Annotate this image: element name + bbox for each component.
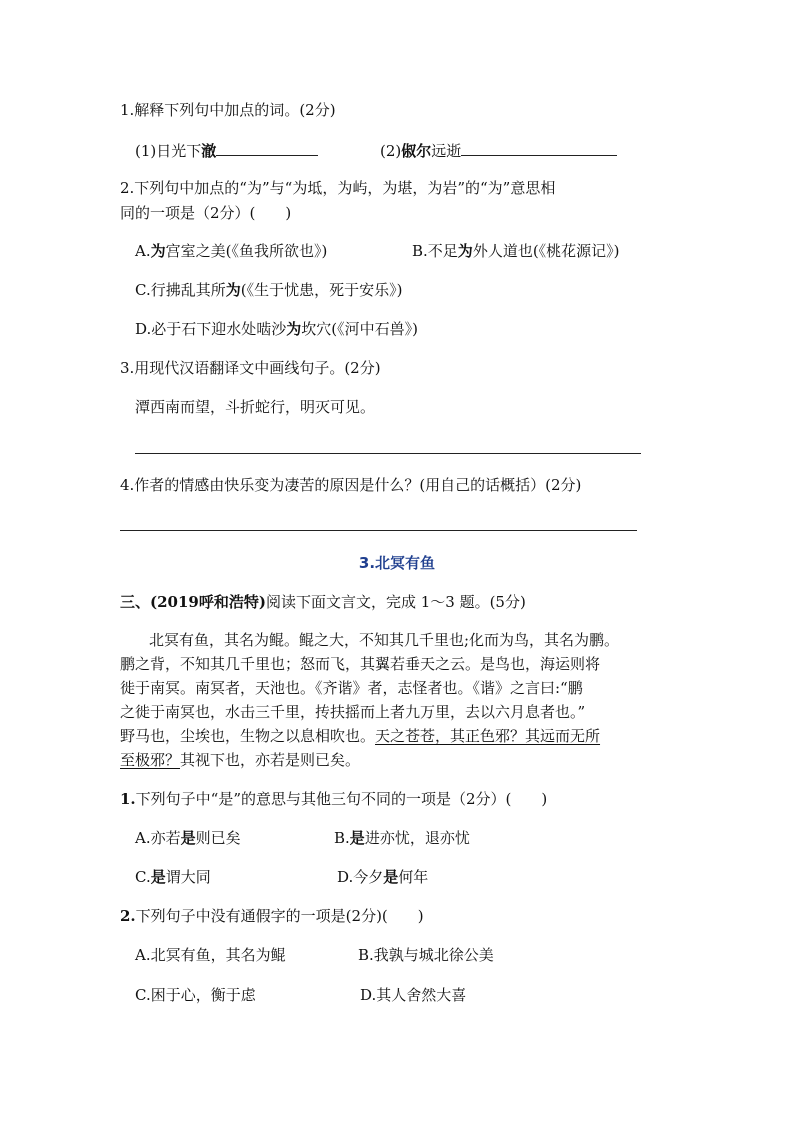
question-4: 4.作者的情感由快乐变为凄苦的原因是什么？(用自己的话概括）(2分) xyxy=(120,476,582,494)
question-2-line-1: 2.下列句中加点的“为”与“为坻，为屿，为堪，为岩”的“为”意思相 xyxy=(120,179,556,197)
option-2c-pre: C.行拂乱其所 xyxy=(135,281,226,299)
option-s1a-key: 是 xyxy=(180,829,196,847)
question-1-item-1 xyxy=(135,139,318,161)
option-s1a-pre: A.亦若 xyxy=(135,829,181,847)
passage-line-6 xyxy=(120,748,680,772)
sub-question-2-text: 下列句子中没有通假字的一项是(2分)( ) xyxy=(135,907,424,925)
option-s2d: D.其人舍然大喜 xyxy=(360,986,467,1004)
option-s1a xyxy=(135,828,241,848)
section-header-source: 三、(2019呼和浩特) xyxy=(120,593,266,611)
question-3: 3.用现代汉语翻译文中画线句子。(2分) xyxy=(120,359,381,377)
option-s1d-key: 是 xyxy=(383,868,399,886)
option-2d xyxy=(135,319,418,339)
sub-question-1-text: 下列句子中“是”的意思与其他三句不同的一项是（2分）( ) xyxy=(135,790,548,808)
option-2b-key: 为 xyxy=(457,242,473,260)
option-2a-post: 宫室之美(《鱼我所欲也》) xyxy=(165,242,328,260)
question-3-sentence: 潭西南而望，斗折蛇行，明灭可见。 xyxy=(135,398,376,416)
option-s1d xyxy=(337,867,428,887)
option-s1c-post: 谓大同 xyxy=(165,868,211,886)
answer-line-3[interactable] xyxy=(135,453,641,454)
option-s1c-key: 是 xyxy=(150,868,166,886)
option-s2a: A.北冥有鱼，其名为鲲 xyxy=(135,946,286,964)
passage-line-6-plain: 其视下也，亦若是则已矣。 xyxy=(180,751,361,769)
item-2-word: 俶尔 xyxy=(401,142,432,160)
passage-line-3: 徙于南冥。南冥者，天池也。《齐谐》者，志怪者也。《谐》之言曰:“鹏 xyxy=(120,679,583,697)
question-2-line-2: 同的一项是（2分）( ) xyxy=(120,204,292,222)
sub-question-2-number: 2. xyxy=(120,907,136,925)
option-2d-pre: D.必于石下迎水处啮沙 xyxy=(135,320,287,338)
option-2a-key: 为 xyxy=(150,242,166,260)
option-s1b-post: 进亦忧，退亦忧 xyxy=(364,829,470,847)
option-2c xyxy=(135,280,402,300)
option-s1a-post: 则已矣 xyxy=(195,829,241,847)
sub-question-1-number: 1. xyxy=(120,790,136,808)
option-s1c xyxy=(135,867,211,887)
answer-blank-1[interactable] xyxy=(216,139,318,156)
option-s1b-pre: B. xyxy=(334,829,350,847)
answer-blank-2[interactable] xyxy=(461,139,617,156)
passage-line-5 xyxy=(120,724,680,748)
section-header xyxy=(120,592,526,612)
option-s1d-pre: D.今夕 xyxy=(337,868,384,886)
option-s1c-pre: C. xyxy=(135,868,151,886)
item-2-suffix: 远逝 xyxy=(431,142,462,160)
item-1-prefix: (1)日光下 xyxy=(135,142,202,160)
option-2d-post: 坎穴(《河中石兽》) xyxy=(301,320,418,338)
sub-question-1 xyxy=(120,789,547,809)
question-1: 1.解释下列句中加点的词。(2分) xyxy=(120,101,336,119)
option-2b-post: 外人道也(《桃花源记》) xyxy=(472,242,620,260)
passage-line-2: 鹏之背，不知其几千里也；怒而飞，其翼若垂天之云。是鸟也，海运则将 xyxy=(120,655,601,673)
item-2-prefix: (2) xyxy=(380,142,402,160)
passage-underlined-sentence-a: 天之苍苍，其正色邪？其远而无所 xyxy=(375,727,601,745)
passage xyxy=(120,628,680,772)
answer-line-4[interactable] xyxy=(120,530,637,531)
option-2b xyxy=(412,241,620,261)
option-2c-key: 为 xyxy=(225,281,241,299)
section-header-instruction: 阅读下面文言文，完成 1～3 题。(5分) xyxy=(265,593,526,611)
passage-line-5-plain: 野马也，尘埃也，生物之以息相吹也。 xyxy=(120,727,376,745)
option-s1d-post: 何年 xyxy=(398,868,429,886)
option-2a xyxy=(135,241,327,261)
option-2c-post: (《生于忧患，死于安乐》) xyxy=(240,281,403,299)
option-2d-key: 为 xyxy=(286,320,302,338)
option-s2c: C.困于心，衡于虑 xyxy=(135,986,256,1004)
option-s1b-key: 是 xyxy=(349,829,365,847)
passage-line-1: 北冥有鱼，其名为鲲。鲲之大，不知其几千里也;化而为鸟，其名为鹏。 xyxy=(149,631,620,649)
question-1-item-2 xyxy=(380,139,617,161)
passage-underlined-sentence-b: 至极邪？ xyxy=(120,751,181,769)
option-2b-pre: B.不足 xyxy=(412,242,458,260)
sub-question-2 xyxy=(120,906,424,926)
passage-line-4: 之徙于南冥也，水击三千里，抟扶摇而上者九万里，去以六月息者也。” xyxy=(120,703,586,721)
option-s2b: B.我孰与城北徐公美 xyxy=(358,946,494,964)
option-s1b xyxy=(334,828,470,848)
section-title: 3.北冥有鱼 xyxy=(358,554,436,572)
option-2a-pre: A. xyxy=(135,242,151,260)
item-1-word: 澈 xyxy=(201,142,217,160)
